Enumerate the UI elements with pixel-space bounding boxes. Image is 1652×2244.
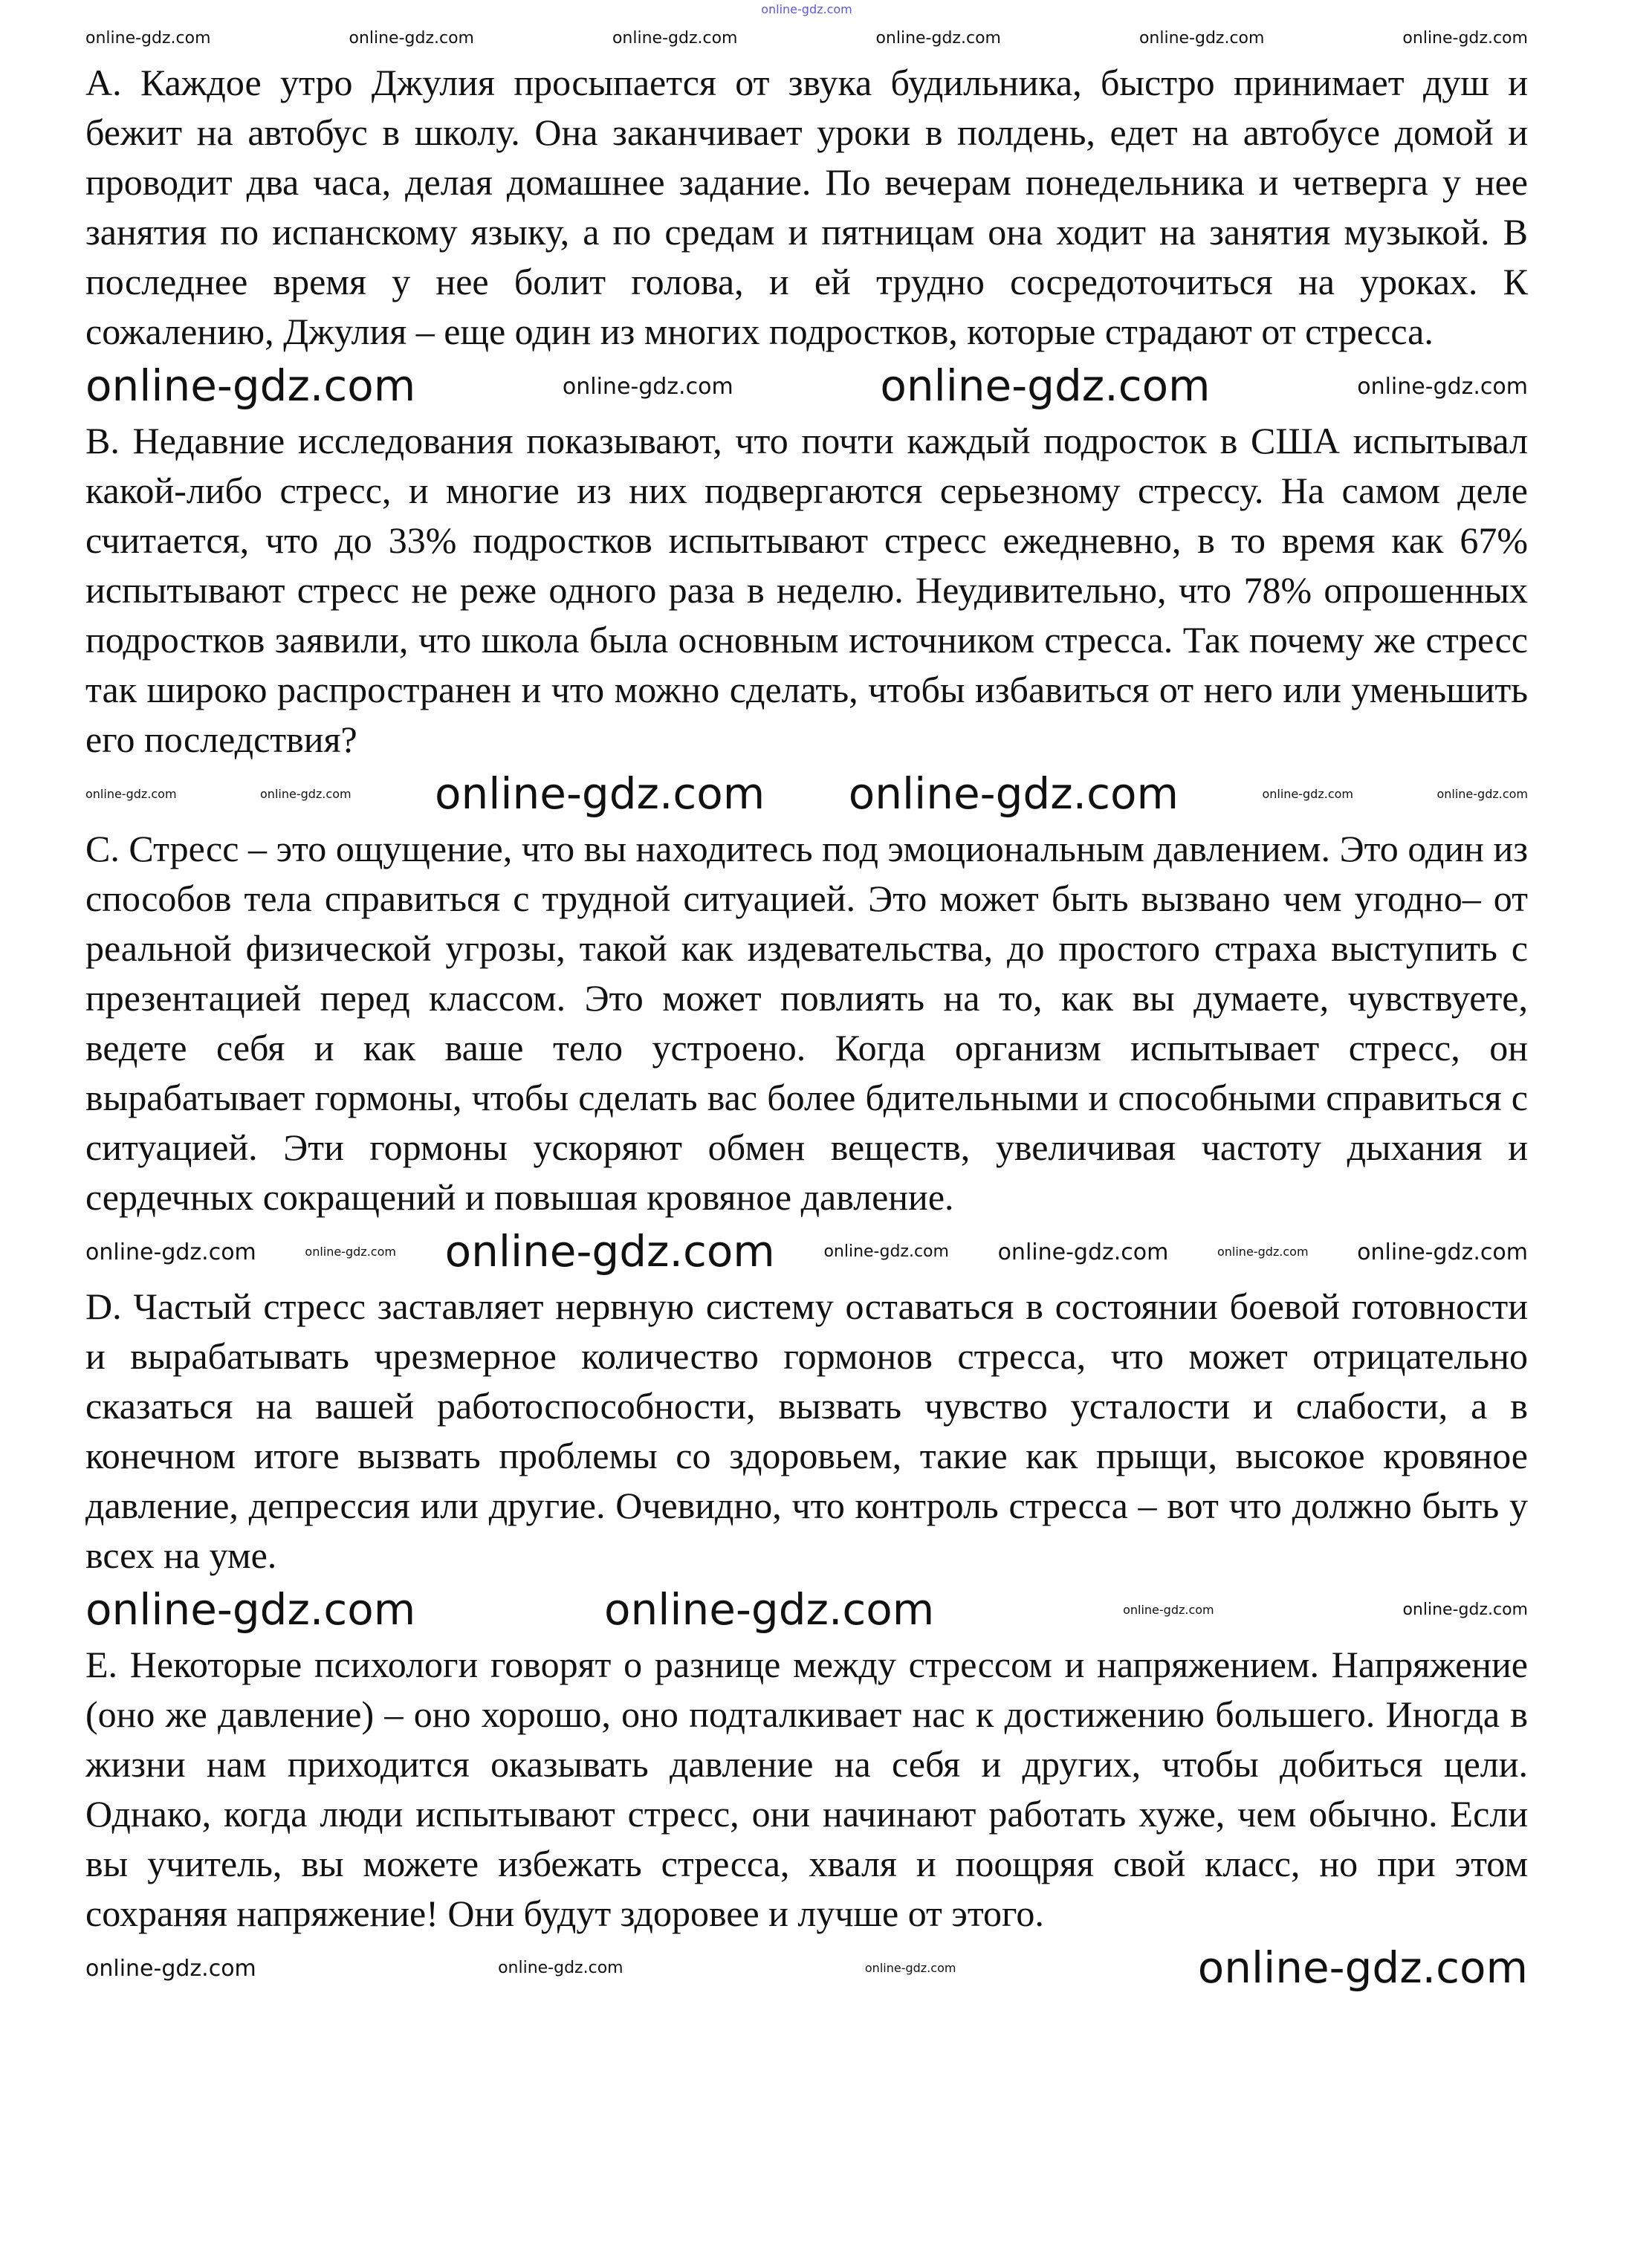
watermark: online-gdz.com (1217, 1245, 1309, 1259)
paragraph-b: B. Недавние исследования показывают, что почти каждый подросток в США испытывал какой-либо стресс, и многие из них подвергаются серьезному стрессу. На самом деле считается, что до 33% подростков испытывают стресс ежедневно, в то время как 67% испытывают стресс не реже одного раза в неделю. Неудивительно, что 78% опрошенных подростков заявили, что школа была основным источником стресса. Так почему же стресс так широко распространен и что можно сделать, чтобы избавиться от него или уменьшить его последствия? (85, 420, 1528, 760)
watermark-row (0, 0, 1652, 19)
watermark: online-gdz.com (1262, 787, 1353, 802)
watermark-row (0, 1580, 1652, 1640)
watermark: online-gdz.com (85, 28, 211, 48)
watermark: online-gdz.com (1357, 1239, 1528, 1265)
watermark: online-gdz.com (562, 373, 733, 400)
watermark: online-gdz.com (85, 1955, 256, 1982)
watermark: online-gdz.com (997, 1239, 1169, 1265)
watermark: online-gdz.com (85, 360, 416, 412)
watermark: online-gdz.com (85, 1239, 256, 1265)
watermark: online-gdz.com (498, 1958, 623, 1977)
watermark-row (0, 1939, 1652, 1998)
watermark: online-gdz.com (1357, 373, 1528, 400)
watermark: online-gdz.com (444, 1226, 775, 1277)
watermark: online-gdz.com (1436, 787, 1528, 802)
paragraph-c: C. Стресс – это ощущение, что вы находитесь под эмоциональным давлением. Это один из способов тела справиться с трудной ситуацией. Это может быть вызвано чем угодно– от реальной физической угрозы, такой как издевательства, до простого страха выступить с презентацией перед классом. Это может повлиять на то, как вы думаете, чувствуете, ведете себя и как ваше тело устроено. Когда организм испытывает стресс, он вырабатывает гормоны, чтобы сделать вас более бдительными и способными справиться с ситуацией. Эти гормоны ускоряют обмен веществ, увеличивая частоту дыхания и сердечных сокращений и повышая кровяное давление. (85, 828, 1528, 1218)
watermark: online-gdz.com (260, 787, 352, 802)
watermark: online-gdz.com (880, 360, 1211, 412)
watermark: online-gdz.com (875, 28, 1001, 48)
watermark: online-gdz.com (848, 768, 1179, 820)
watermark: online-gdz.com (604, 1584, 935, 1635)
watermark: online-gdz.com (823, 1242, 949, 1261)
watermark: online-gdz.com (85, 787, 177, 802)
watermark: online-gdz.com (1123, 1603, 1214, 1618)
watermark: online-gdz.com (349, 28, 474, 48)
watermark: online-gdz.com (1197, 1942, 1528, 1994)
watermark: online-gdz.com (864, 1961, 956, 1976)
watermark: online-gdz.com (305, 1245, 396, 1259)
watermark-row (0, 357, 1652, 416)
watermark: online-gdz.com (612, 28, 738, 48)
watermark: online-gdz.com (1138, 28, 1265, 48)
paragraph-e: E. Некоторые психологи говорят о разнице между стрессом и напряжением. Напряжение (оно же давление) – оно хорошо, оно подталкивает нас к достижению большего. Иногда в жизни нам приходится оказывать давление на себя и других, чтобы добиться цели. Однако, когда люди испытывают стресс, они начинают работать хуже, чем обычно. Если вы учитель, вы можете избежать стресса, хваля и поощряя свой класс, но при этом сохраняя напряжение! Они будут здоровее и лучше от этого. (85, 1644, 1528, 1934)
watermark-row (0, 1222, 1652, 1282)
paragraph-a: A. Каждое утро Джулия просыпается от звука будильника, быстро принимает душ и бежит на автобус в школу. Она заканчивает уроки в полдень, едет на автобусе домой и проводит два часа, делая домашнее задание. По вечерам понедельника и четверга у нее занятия по испанскому языку, а по средам и пятницам она ходит на занятия музыкой. В последнее время у нее болит голова, и ей трудно сосредоточиться на уроках. К сожалению, Джулия – еще один из многих подростков, которые страдают от стресса. (85, 62, 1528, 352)
watermark-row (0, 19, 1652, 58)
watermark: online-gdz.com (1402, 28, 1528, 48)
watermark-header: online-gdz.com (761, 2, 852, 17)
paragraph-d: D. Частый стресс заставляет нервную систему оставаться в состоянии боевой готовности и вырабатывать чрезмерное количество гормонов стресса, что может отрицательно сказаться на вашей работоспособности, вызвать чувство усталости и слабости, а в конечном итоге вызвать проблемы со здоровьем, такие как прыщи, высокое кровяное давление, депрессия или другие. Очевидно, что контроль стресса – вот что должно быть у всех на уме. (85, 1285, 1528, 1576)
watermark-row (0, 765, 1652, 824)
watermark: online-gdz.com (85, 1584, 416, 1635)
watermark: online-gdz.com (1402, 1600, 1528, 1619)
watermark: online-gdz.com (435, 768, 765, 820)
